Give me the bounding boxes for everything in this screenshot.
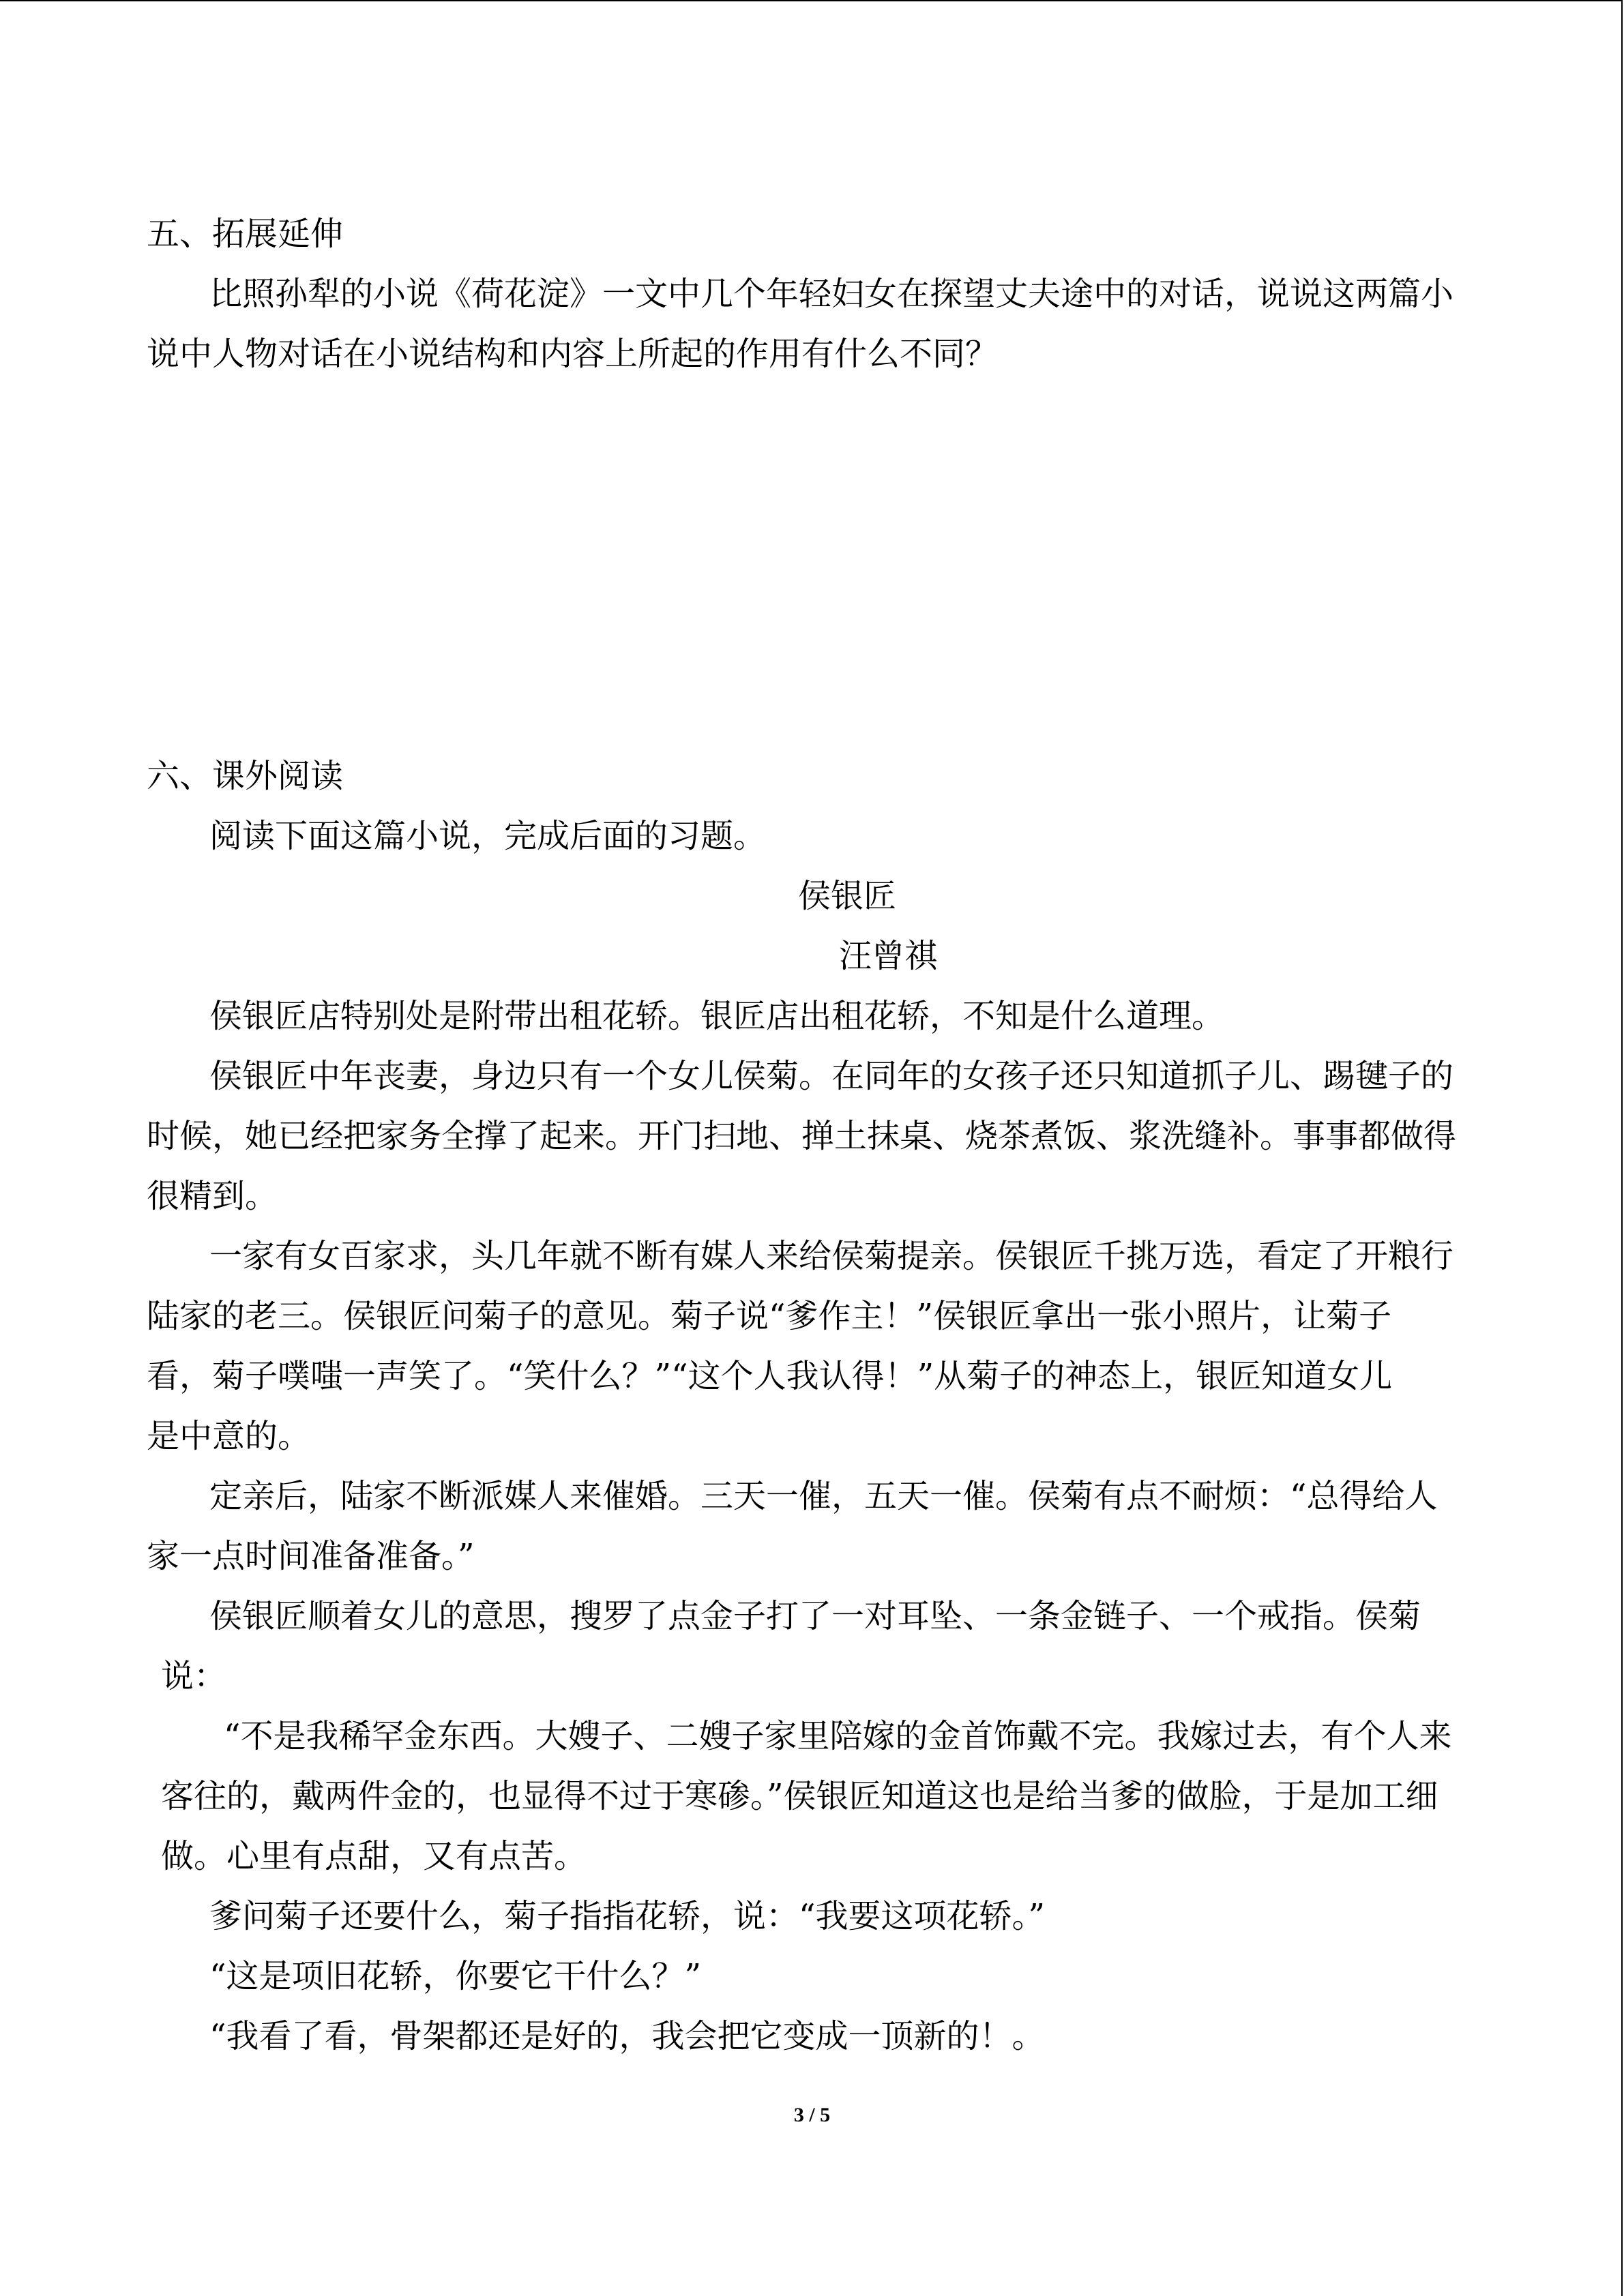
paragraph-line: 说： xyxy=(161,1657,227,1695)
question-line: 比照孙犁的小说《荷花淀》一文中几个年轻妇女在探望丈夫途中的对话，说说这两篇小 xyxy=(209,275,1454,313)
page-number: 3 / 5 xyxy=(793,2104,831,2126)
paragraph-line: “这是项旧花轿，你要它干什么？” xyxy=(209,1957,702,1995)
story-paragraph xyxy=(0,1046,1569,1226)
paragraph-line: 是中意的。 xyxy=(147,1417,311,1455)
question-line: 说中人物对话在小说结构和内容上所起的作用有什么不同？ xyxy=(147,335,999,373)
story-title: 侯银匠 xyxy=(798,877,897,915)
paragraph-line: 侯银匠中年丧妻，身边只有一个女儿侯菊。在同年的女孩子还只知道抓子儿、踢毽子的 xyxy=(209,1057,1454,1095)
paragraph-line: 很精到。 xyxy=(147,1177,278,1215)
story-paragraph xyxy=(0,1946,1569,2006)
reading-instruction: 阅读下面这篇小说，完成后面的习题。 xyxy=(209,817,767,855)
paragraph-line: 一家有女百家求，头几年就不断有媒人来给侯菊提亲。侯银匠千挑万选，看定了开粮行 xyxy=(209,1237,1454,1275)
paragraph-line: 做。心里有点甜，又有点苦。 xyxy=(161,1837,587,1875)
paragraph-line: 爹问菊子还要什么，菊子指指花轿，说：“我要这项花轿。” xyxy=(209,1897,1046,1935)
story-paragraph xyxy=(0,1586,1569,1706)
paragraph-line: 陆家的老三。侯银匠问菊子的意见。菊子说“爹作主！”侯银匠拿出一张小照片，让菊子 xyxy=(147,1297,1392,1335)
paragraph-line: 侯银匠店特别处是附带出租花轿。银匠店出租花轿，不知是什么道理。 xyxy=(209,997,1225,1035)
section-heading-reading: 六、课外阅读 xyxy=(147,757,344,795)
story-paragraph xyxy=(0,1466,1569,1586)
story-paragraph xyxy=(0,2006,1569,2066)
section-extension xyxy=(0,204,1569,384)
paragraph-line: 家一点时间准备准备。” xyxy=(147,1537,475,1575)
paragraph-line: “我看了看，骨架都还是好的，我会把它变成一顶新的！。 xyxy=(209,2017,1045,2055)
story-author: 汪曾祺 xyxy=(839,937,938,975)
section-extracurricular-reading xyxy=(0,746,1569,2066)
story-paragraph xyxy=(0,986,1569,1046)
paragraph-line: 侯银匠顺着女儿的意思，搜罗了点金子打了一对耳坠、一条金链子、一个戒指。侯菊 xyxy=(209,1597,1421,1635)
section-heading-extension: 五、拓展延伸 xyxy=(147,215,344,253)
paragraph-line: 看，菊子噗嗤一声笑了。“笑什么？”“这个人我认得！”从菊子的神态上，银匠知道女儿 xyxy=(147,1357,1393,1395)
paragraph-line: 定亲后，陆家不断派媒人来催婚。三天一催，五天一催。侯菊有点不耐烦：“总得给人 xyxy=(209,1477,1438,1515)
answer-space xyxy=(147,389,1454,730)
story-paragraph xyxy=(0,1226,1569,1466)
story-paragraph xyxy=(0,1706,1569,1886)
paragraph-line: 时候，她已经把家务全撑了起来。开门扫地、掸土抹桌、烧茶煮饭、浆洗缝补。事事都做得 xyxy=(147,1117,1457,1155)
story-paragraph xyxy=(0,1886,1569,1946)
paragraph-line: “不是我稀罕金东西。大嫂子、二嫂子家里陪嫁的金首饰戴不完。我嫁过去，有个人来 xyxy=(224,1717,1452,1755)
paragraph-line: 客往的，戴两件金的，也显得不过于寒碜。”侯银匠知道这也是给当爹的做脸，于是加工细 xyxy=(161,1777,1438,1815)
